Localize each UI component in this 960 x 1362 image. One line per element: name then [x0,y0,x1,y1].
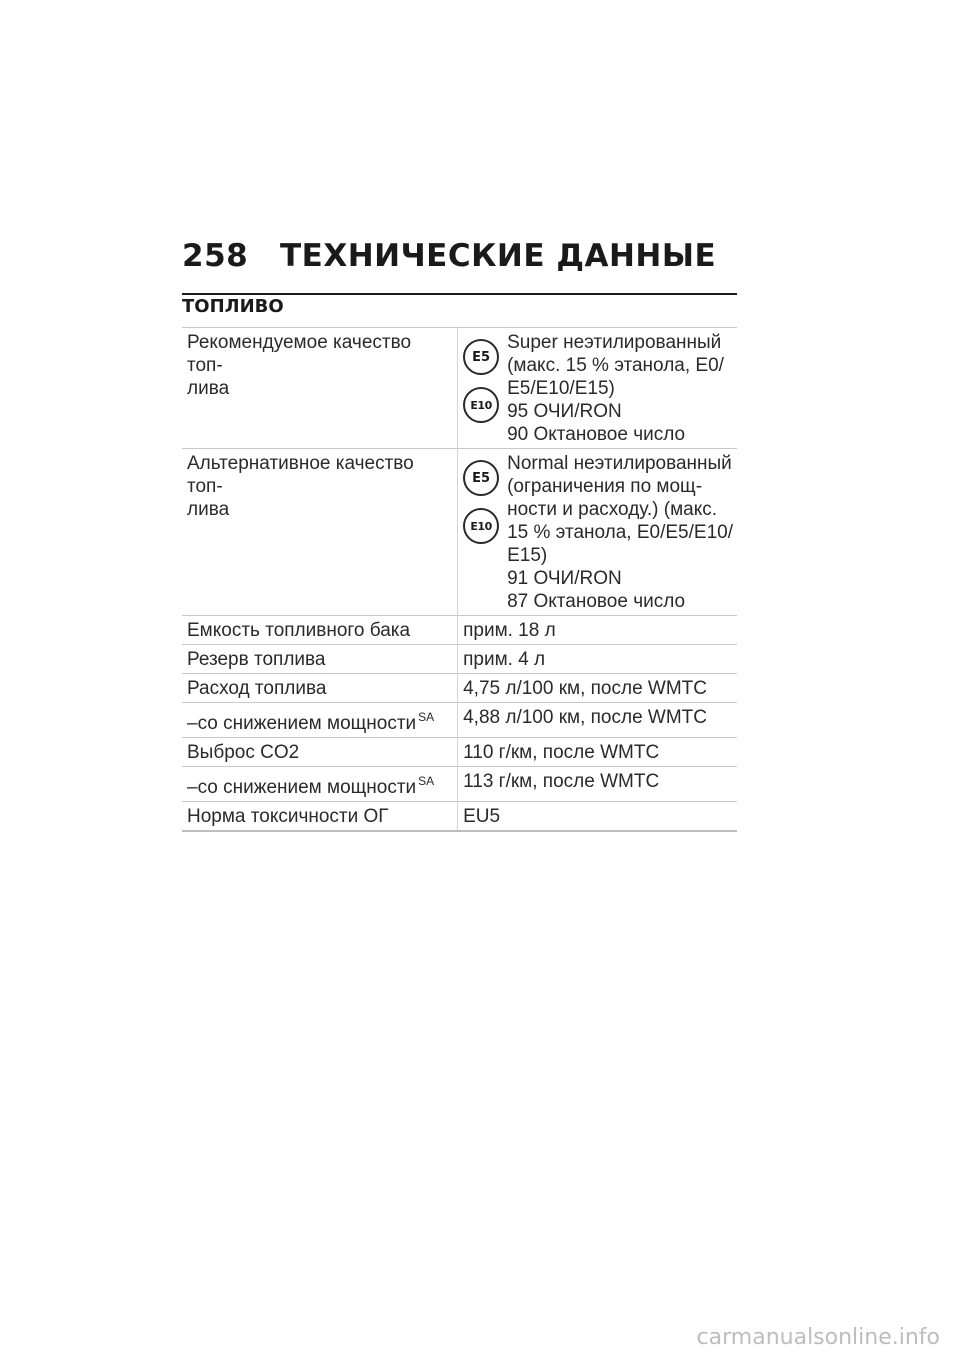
section-divider [182,293,737,295]
row-label: Расход топлива [182,674,458,703]
row-label: –со снижением мощности $^{SA}$ [182,767,458,802]
table-row [182,449,737,616]
row-label: Альтернативное качество топ- лива [182,449,458,616]
fuel-spec-table [182,327,737,832]
page-title: ТЕХНИЧЕСКИЕ ДАННЫЕ [280,238,717,274]
table-row [182,802,737,832]
row-value: EU5 [458,802,737,832]
e10-fuel-icon: E10 [463,387,499,423]
option-marker: SA [418,710,435,724]
row-value: 113 г/км, после WMTC [458,767,737,802]
row-label: Норма токсичности ОГ [182,802,458,832]
watermark: carmanualsonline.info [696,1325,940,1350]
row-label: Рекомендуемое качество топ- лива [182,328,458,449]
table-row [182,767,737,802]
table-row [182,674,737,703]
table-row [182,328,737,449]
row-value: прим. 4 л [458,645,737,674]
table-row [182,703,737,738]
e5-fuel-icon: E5 [463,339,499,375]
row-value: 4,75 л/100 км, после WMTC [458,674,737,703]
row-label: Резерв топлива [182,645,458,674]
page-header [182,238,742,274]
row-label: Емкость топливного бака [182,616,458,645]
row-label: –со снижением мощности $^{SA}$ [182,703,458,738]
e10-fuel-icon: E10 [463,508,499,544]
row-value: 4,88 л/100 км, после WMTC [458,703,737,738]
row-value: E5 E10 Super неэтилированный (макс. 15 % этанола, E0/ E5/E10/E15) 95 ОЧИ/RON 90 Октановое число [458,328,737,449]
row-value: прим. 18 л [458,616,737,645]
page-number: 258 [182,238,249,274]
table-row [182,616,737,645]
section-title: ТОПЛИВО [182,296,284,317]
row-value: 110 г/км, после WMTC [458,738,737,767]
table-row [182,738,737,767]
option-marker: SA [418,774,435,788]
row-label: Выброс CO2 [182,738,458,767]
e5-fuel-icon: E5 [463,460,499,496]
table-row [182,645,737,674]
row-value: E5 E10 Normal неэтилированный (ограничения по мощ- ности и расходу.) (макс. 15 % этанола, E0/E5/E10/ E15) 91 ОЧИ/RON 87 Октановое число [458,449,737,616]
